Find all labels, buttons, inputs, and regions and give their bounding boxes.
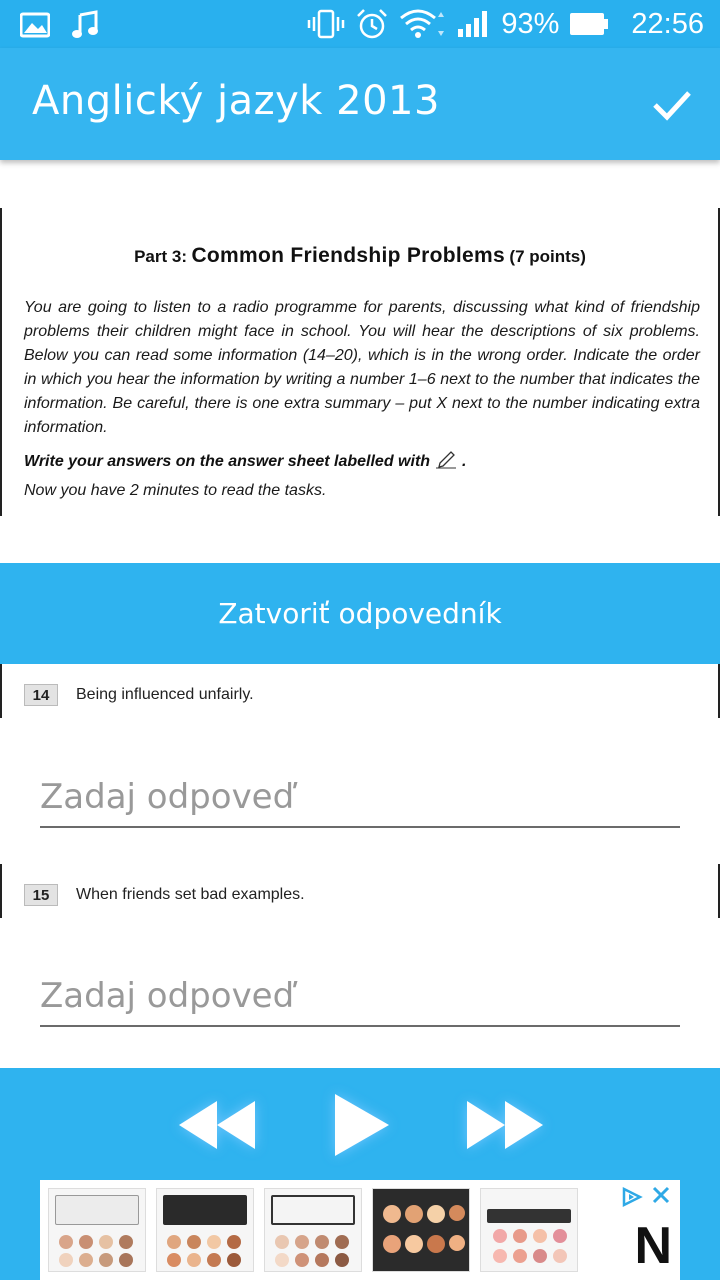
question-text: When friends set bad examples. [76,886,305,903]
check-icon[interactable] [650,82,694,126]
answer-sheet-note [24,449,467,474]
period: . [462,452,467,470]
app-title: Anglický jazyk 2013 [32,78,440,124]
answer-input-14[interactable] [40,768,680,828]
question-row [0,664,720,718]
alarm-icon [355,8,389,40]
ad-product-image[interactable] [372,1188,470,1272]
question-number: 15 [24,884,58,906]
close-icon[interactable] [650,1184,672,1206]
document-heading [2,244,718,268]
music-note-icon [70,10,100,40]
ad-brand-logo[interactable]: N [634,1217,672,1275]
wifi-icon [399,8,447,40]
gallery-icon [20,12,50,38]
vibrate-icon [307,9,345,39]
app-bar [0,48,720,160]
answer-sheet-note-text: Write your answers on the answer sheet labelled with [24,452,431,470]
reading-time-note: Now you have 2 minutes to read the tasks. [24,482,327,499]
question-text: Being influenced unfairly. [76,686,254,703]
pencil-icon [434,449,458,474]
question-row [0,864,720,918]
part-label: Part 3: [134,247,187,266]
fast-forward-icon[interactable] [460,1088,550,1162]
ad-product-image[interactable] [480,1188,578,1272]
clock: 22:56 [631,7,704,40]
ad-choices-icon[interactable] [620,1186,644,1208]
rewind-icon[interactable] [172,1088,262,1162]
part-title: Common Friendship Problems [191,244,505,267]
task-instructions: You are going to listen to a radio programme for parents, discussing what kind of friendship problems their children might face in school. You will hear the descriptions of six problems. Below you can read some information (14–20), which is in the wrong order. Indicate the order in which you hear the information by writing a number 1–6 next to the number that indicates the information. Be careful, there is one extra summary – put X next to the number indicating extra information. [24,299,700,436]
answer-input-15[interactable] [40,967,680,1027]
battery-icon [569,11,609,37]
status-bar [0,0,720,48]
ad-banner[interactable] [40,1180,680,1280]
task-document [0,208,720,516]
points-label: (7 points) [509,247,586,266]
ad-product-image[interactable] [48,1188,146,1272]
signal-icon [457,9,491,39]
ad-product-image[interactable] [264,1188,362,1272]
ad-product-image[interactable] [156,1188,254,1272]
close-answer-sheet-button[interactable]: Zatvoriť odpovedník [0,563,720,664]
question-number: 14 [24,684,58,706]
battery-percent: 93% [501,7,560,40]
play-icon[interactable] [322,1088,398,1162]
